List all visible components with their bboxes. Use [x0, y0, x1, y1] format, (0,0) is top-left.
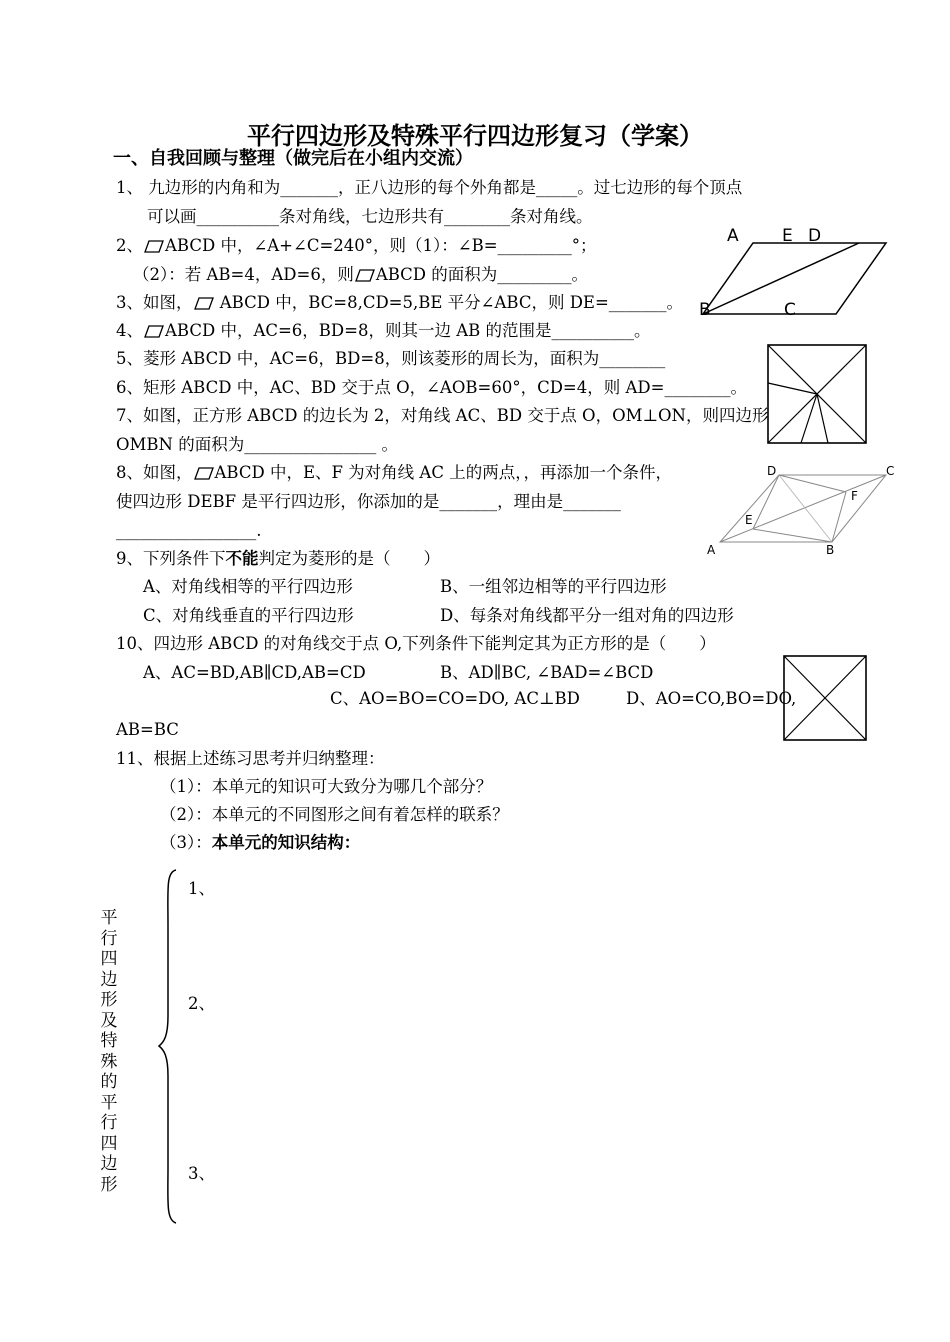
- structure-vertical-label: 平行四边形及特殊的平行四边形: [100, 908, 118, 1195]
- option-10d-continued: AB=BC: [116, 720, 179, 739]
- parallelogram-figure-q3: [690, 222, 905, 322]
- label-c: C: [784, 300, 796, 320]
- option-9b: B、一组邻边相等的平行四边形: [440, 577, 667, 596]
- question-2-line-1: [116, 235, 597, 257]
- question-text: ABCD 的面积为_________。: [375, 265, 589, 284]
- label-b: B: [699, 300, 711, 320]
- square-figure-q7: [766, 343, 870, 445]
- question-11-part-3: [160, 832, 360, 854]
- label-e: E: [745, 513, 753, 527]
- question-text: （3）：: [160, 833, 212, 852]
- question-7-line-1: 7、如图，正方形 ABCD 的边长为 2，对角线 AC、BD 交于点 O，OM⊥ON，则四边形: [116, 406, 769, 425]
- label-a: A: [707, 543, 716, 557]
- question-11-part-2: （2）：本单元的不同图形之间有着怎样的联系？: [160, 805, 509, 824]
- label-b: B: [826, 543, 835, 557]
- question-8-line-3: _________________.: [116, 521, 262, 540]
- question-text: ABCD 中，∠A+∠C=240°，则（1）：∠B=_________°；: [165, 236, 597, 255]
- question-emphasis: 本单元的知识结构：: [211, 833, 361, 852]
- parallelogram-figure-q8: [700, 460, 905, 560]
- question-7-line-2: OMBN 的面积为________________ 。: [116, 435, 398, 454]
- parallelogram-icon: [144, 240, 164, 253]
- parallelogram-icon: [194, 297, 214, 310]
- section-heading: 一、自我回顾与整理（做完后在小组内交流）: [113, 148, 473, 169]
- question-5: 5、菱形 ABCD 中，AC=6，BD=8，则该菱形的周长为，面积为________: [116, 349, 666, 368]
- question-6: 6、矩形 ABCD 中，AC、BD 交于点 O，∠AOB=60°，CD=4，则 AD=________。: [116, 378, 747, 397]
- question-11-stem: 11、根据上述练习思考并归纳整理：: [116, 749, 385, 768]
- question-text: 判定为菱形的是（ ）: [258, 549, 440, 568]
- parallelogram-icon: [355, 269, 375, 282]
- question-text: ABCD 中，BC=8,CD=5,BE 平分∠ABC，则 DE=_______。: [214, 293, 684, 312]
- question-1-line-2: 可以画__________条对角线，七边形共有________条对角线。: [147, 207, 593, 226]
- question-2-line-2: [133, 264, 588, 286]
- option-10a: A、AC=BD,AB∥CD,AB=CD: [143, 663, 366, 682]
- label-d: D: [767, 464, 777, 478]
- label-d: D: [808, 226, 822, 246]
- question-number: 4、: [116, 321, 143, 340]
- question-10-stem: 10、四边形 ABCD 的对角线交于点 O,下列条件下能判定其为正方形的是（ ）: [116, 634, 716, 653]
- question-text: 9、下列条件下: [116, 549, 226, 568]
- label-e: E: [782, 226, 793, 246]
- question-8-line-1: [116, 462, 672, 484]
- label-c: C: [886, 464, 895, 478]
- option-10d: D、AO=CO,BO=DO,: [626, 689, 797, 708]
- structure-item-1: 1、: [188, 879, 215, 898]
- label-f: F: [851, 489, 858, 503]
- question-8-line-2: 使四边形 DEBF 是平行四边形，你添加的是_______，理由是_______: [116, 492, 621, 511]
- question-3: [116, 292, 683, 314]
- option-10c: C、AO=BO=CO=DO, AC⊥BD: [330, 689, 580, 708]
- parallelogram-icon: [194, 467, 214, 480]
- question-1-line-1: 1、 九边形的内角和为_______，正八边形的每个外角都是_____。过七边形的每个顶点: [116, 178, 743, 197]
- question-text: ABCD 中，E、F 为对角线 AC 上的两点，，再添加一个条件，: [214, 463, 672, 482]
- square-figure-q10: [782, 654, 870, 744]
- option-9c: C、对角线垂直的平行四边形: [143, 606, 354, 625]
- question-emphasis: 不能: [225, 549, 259, 568]
- structure-item-2: 2、: [188, 994, 215, 1013]
- option-10b: B、AD∥BC, ∠BAD=∠BCD: [440, 663, 654, 682]
- page-title: 平行四边形及特殊平行四边形复习（学案）: [247, 122, 703, 150]
- parallelogram-icon: [144, 325, 164, 338]
- curly-brace: [150, 866, 190, 1228]
- option-9a: A、对角线相等的平行四边形: [143, 577, 353, 596]
- question-9-stem: [116, 548, 440, 570]
- question-text: 3、如图，: [116, 293, 193, 312]
- structure-item-3: 3、: [188, 1164, 215, 1183]
- option-9d: D、每条对角线都平分一组对角的四边形: [440, 606, 734, 625]
- question-text: ABCD 中，AC=6，BD=8，则其一边 AB 的范围是__________。: [165, 321, 651, 340]
- label-a: A: [727, 226, 739, 246]
- question-text: 8、如图，: [116, 463, 193, 482]
- question-11-part-1: （1）：本单元的知识可大致分为哪几个部分？: [160, 777, 493, 796]
- question-number: 2、: [116, 236, 143, 255]
- question-4: [116, 320, 651, 342]
- question-text: （2）：若 AB=4，AD=6，则: [133, 265, 354, 284]
